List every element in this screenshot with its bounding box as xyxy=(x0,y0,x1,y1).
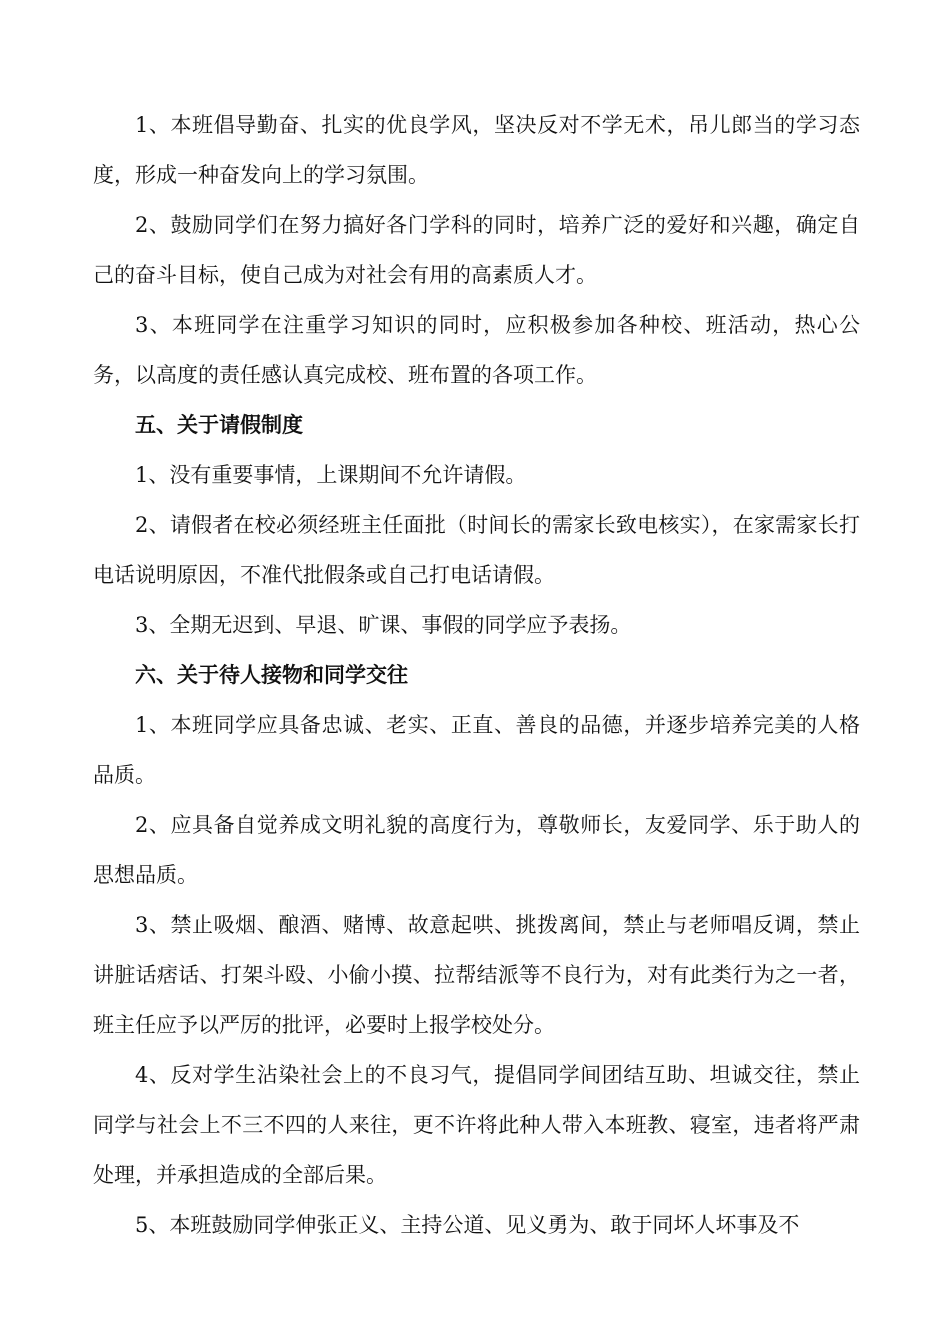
paragraph-conduct-1: 1、本班同学应具备忠诚、老实、正直、善良的品德，并逐步培养完美的人格品质。 xyxy=(93,713,860,787)
paragraph-leave-3: 3、全期无迟到、早退、旷课、事假的同学应予表扬。 xyxy=(135,613,632,637)
section-heading-leave: 五、关于请假制度 xyxy=(135,413,303,437)
paragraph-activities: 3、本班同学在注重学习知识的同时，应积极参加各种校、班活动，热心公务，以高度的责任感认真完成校、班布置的各项工作。 xyxy=(93,313,860,387)
paragraph-study-style: 1、本班倡导勤奋、扎实的优良学风，坚决反对不学无术，吊儿郎当的学习态度，形成一种奋发向上的学习氛围。 xyxy=(93,113,860,187)
document-page xyxy=(93,100,860,1250)
paragraph-conduct-4: 4、反对学生沾染社会上的不良习气，提倡同学间团结互助、坦诚交往，禁止同学与社会上不三不四的人来往，更不许将此种人带入本班教、寝室，违者将严肃处理，并承担造成的全部后果。 xyxy=(93,1063,860,1187)
paragraph-conduct-3: 3、禁止吸烟、酿酒、赌博、故意起哄、挑拨离间，禁止与老师唱反调，禁止讲脏话痞话、打架斗殴、小偷小摸、拉帮结派等不良行为，对有此类行为之一者，班主任应予以严厉的批评，必要时上报学校处分。 xyxy=(93,913,860,1037)
paragraph-conduct-2: 2、应具备自觉养成文明礼貌的高度行为，尊敬师长，友爱同学、乐于助人的思想品质。 xyxy=(93,813,860,887)
paragraph-hobbies: 2、鼓励同学们在努力搞好各门学科的同时，培养广泛的爱好和兴趣，确定自己的奋斗目标，使自己成为对社会有用的高素质人才。 xyxy=(93,213,860,287)
paragraph-conduct-5: 5、本班鼓励同学伸张正义、主持公道、见义勇为、敢于同坏人坏事及不 xyxy=(135,1213,800,1237)
section-heading-conduct: 六、关于待人接物和同学交往 xyxy=(135,663,408,687)
paragraph-leave-1: 1、没有重要事情，上课期间不允许请假。 xyxy=(135,463,527,487)
paragraph-leave-2: 2、请假者在校必须经班主任面批（时间长的需家长致电核实），在家需家长打电话说明原因，不准代批假条或自己打电话请假。 xyxy=(93,513,860,587)
